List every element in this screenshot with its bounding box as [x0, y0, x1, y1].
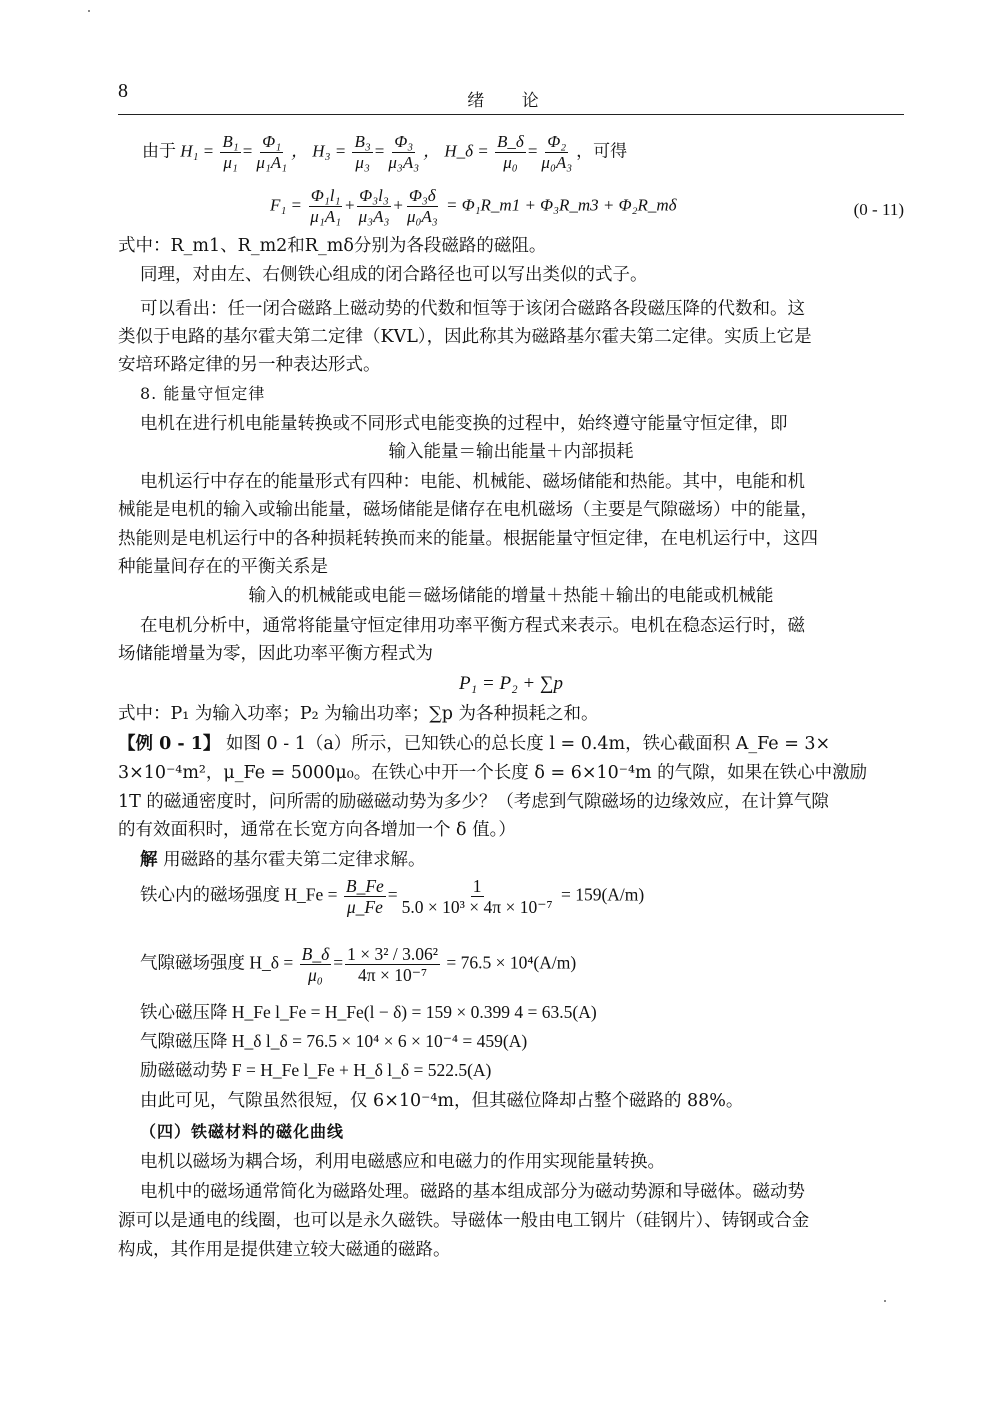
paragraph-line: 安培环路定律的另一种表达形式。 [118, 355, 381, 375]
fraction: $\frac{\text{B₃}}{\text{μ₃}}$ [354, 132, 371, 172]
h-relations-formula: 由于 H₁ = $\frac{\text{B₁}}{\text{μ₁}}$ = $\frac{\text{Φ₁}}{\text{μ₁A₁}}$ ， H₃ = $\frac{\text{B₃}}{\text{μ₃}}$ = $\frac{\text{Φ₃}}{\text{μ₃A₃}}$ ， H_δ = $\frac{B\_\delta}{\text{μ₀}}$ = $\frac{\text{Φ₂}}{\text{μ₀A₃}}$ ，可得 [142, 132, 628, 172]
paragraph-line: 式中：P₁ 为输入功率；P₂ 为输出功率；∑p 为各种损耗之和。 [118, 704, 599, 724]
fraction: $\frac{\text{Φ₃δ}}{\text{μ₀A₃}}$ [406, 186, 438, 226]
fraction: $\frac{B\_\delta}{\text{μ₀}}$ [301, 944, 330, 985]
paragraph-line: 构成，其作用是提供建立较大磁通的磁路。 [118, 1240, 451, 1260]
paragraph-line: 可以看出：任一闭合磁路上磁动势的代数和恒等于该闭合磁路各段磁压降的代数和。这 [140, 299, 805, 319]
paragraph-line: 种能量间存在的平衡关系是 [118, 557, 328, 577]
paragraph-line: 在电机分析中，通常将能量守恒定律用功率平衡方程式来表示。电机在稳态运行时，磁 [140, 616, 805, 636]
f1-rhs: = Φ₁R_m1 + Φ₃R_m3 + Φ₂R_mδ [445, 195, 677, 215]
gap-mmf-drop: 气隙磁压降 H_δ l_δ = 76.5 × 10⁴ × 6 × 10⁻⁴ = 459(A) [140, 1031, 528, 1051]
running-title: 绪 论 [467, 91, 555, 111]
paragraph-line: 电机中的磁场通常简化为磁路处理。磁路的基本组成部分为磁动势源和导磁体。磁动势 [140, 1182, 805, 1202]
fraction: $\frac{\text{Φ₂}}{\text{μ₀A₃}}$ [541, 132, 573, 172]
paragraph-line: 电机运行中存在的能量形式有四种：电能、机械能、磁场储能和热能。其中，电能和机 [140, 472, 805, 492]
fraction: $\frac{1}{\text{5.0 × 10³ × 4π × 10⁻⁷}}$ [401, 876, 553, 917]
power-equation: P₁ = P₂ + ∑p [458, 673, 564, 694]
formula-suffix: ，可得 [576, 141, 628, 161]
example-line [118, 732, 830, 756]
formula-prefix: 铁心内的磁场强度 H_Fe = [140, 884, 338, 905]
f1-lhs: F₁ = [270, 195, 303, 215]
hfe-formula: 铁心内的磁场强度 H_Fe = $\frac{B\_Fe}{\mu\_Fe}$ = $\frac{1}{\text{5.0 × 10³ × 4π × 10⁻⁷}}$ = 159(A/m) [140, 876, 645, 917]
section-heading: （四）铁磁材料的磁化曲线 [140, 1122, 345, 1141]
section-heading: 8. 能量守恒定律 [140, 384, 266, 403]
balance-equation: 输入的机械能或电能＝磁场储能的增量＋热能＋输出的电能或机械能 [248, 586, 774, 606]
paragraph-line: 电机以磁场为耦合场，利用电磁感应和电磁力的作用实现能量转换。 [140, 1152, 665, 1172]
paragraph-line: 类似于电路的基尔霍夫第二定律（KVL），因此称其为磁路基尔霍夫第二定律。实质上它是 [118, 327, 812, 347]
fraction: $\frac{B\_\delta}{\text{μ₀}}$ [497, 132, 524, 172]
hd-lhs: ， H_δ = [423, 141, 489, 161]
paragraph-line: 式中：R_m1、R_m2和R_mδ分别为各段磁路的磁阻。 [118, 236, 547, 256]
page-header [118, 78, 904, 115]
solution-line [140, 848, 426, 872]
formula-prefix: 气隙磁场强度 H_δ = [140, 952, 294, 973]
paragraph-line: 场储能增量为零，因此功率平衡方程式为 [118, 644, 433, 664]
energy-equation: 输入能量＝输出能量＋内部损耗 [388, 442, 634, 462]
fraction: $\frac{\text{1 × 3² / 3.06²}}{\text{4π × 10⁻⁷}}$ [347, 944, 438, 985]
example-line: 的有效面积时，通常在长宽方向各增加一个 δ 值。） [118, 820, 516, 840]
scan-speck [884, 1300, 886, 1302]
page-number: 8 [118, 80, 128, 102]
conclusion-line: 由此可见，气隙虽然很短，仅 6×10⁻⁴m，但其磁位降却占整个磁路的 88%。 [140, 1091, 744, 1111]
paragraph-line: 同理，对由左、右侧铁心组成的闭合路径也可以写出类似的式子。 [140, 265, 648, 285]
h1-lhs: H₁ = [180, 141, 215, 161]
solution-text: 用磁路的基尔霍夫第二定律求解。 [157, 850, 426, 870]
formula-prefix: 由于 [142, 141, 176, 161]
example-line: 1T 的磁通密度时，问所需的励磁磁动势为多少？（考虑到气隙磁场的边缘效应，在计算气隙 [118, 792, 829, 812]
fraction: $\frac{\text{Φ₃l₃}}{\text{μ₃A₃}}$ [358, 186, 390, 226]
paragraph-line: 热能则是电机运行中的各种损耗转换而来的能量。根据能量守恒定律，在电机运行中，这四 [118, 529, 818, 549]
excitation-mmf: 励磁磁动势 F = H_Fe l_Fe + H_δ l_δ = 522.5(A) [140, 1060, 492, 1080]
fraction: $\frac{\text{Φ₃}}{\text{μ₃A₃}}$ [388, 132, 420, 172]
example-line: 3×10⁻⁴m²，μ_Fe = 5000μ₀。在铁心中开一个长度 δ = 6×10⁻⁴m 的气隙，如果在铁心中激励 [118, 763, 868, 783]
formula-result: = 159(A/m) [560, 884, 645, 905]
fraction: $\frac{\text{B₁}}{\text{μ₁}}$ [222, 132, 239, 172]
fraction: $\frac{\text{Φ₁}}{\text{μ₁A₁}}$ [256, 132, 288, 172]
hdelta-formula: 气隙磁场强度 H_δ = $\frac{B\_\delta}{\text{μ₀}}$ = $\frac{\text{1 × 3² / 3.06²}}{\text{4π × 10⁻⁷}}$ = 76.5 × 10⁴(A/m) [140, 944, 577, 985]
formula-result: = 76.5 × 10⁴(A/m) [446, 952, 577, 973]
fraction: $\frac{B\_Fe}{\mu\_Fe}$ [345, 876, 384, 917]
equation-number: (0 - 11) [853, 200, 904, 219]
example-label: 【例 0 - 1】 [118, 734, 221, 754]
example-text: 如图 0 - 1（a）所示，已知铁心的总长度 l = 0.4m，铁心截面积 A_Fe = 3× [220, 734, 831, 754]
h3-lhs: ， H₃ = [291, 141, 347, 161]
paragraph-line: 电机在进行机电能量转换或不同形式电能变换的过程中，始终遵守能量守恒定律，即 [140, 414, 788, 434]
solution-label: 解 [140, 850, 158, 870]
paragraph-line: 械能是电机的输入或输出能量，磁场储能是储存在电机磁场（主要是气隙磁场）中的能量， [118, 500, 818, 520]
f1-equation: F₁ = $\frac{\text{Φ₁l₁}}{\text{μ₁A₁}}$ + $\frac{\text{Φ₃l₃}}{\text{μ₃A₃}}$ + $\frac{\text{Φ₃δ}}{\text{μ₀A₃}}$ = Φ₁R_m1 + Φ₃R_m3 + Φ₂R_mδ [270, 186, 677, 226]
fraction: $\frac{\text{Φ₁l₁}}{\text{μ₁A₁}}$ [310, 186, 342, 226]
scan-speck [88, 10, 90, 12]
iron-mmf-drop: 铁心磁压降 H_Fe l_Fe = H_Fe(l − δ) = 159 × 0.399 4 = 63.5(A) [140, 1002, 597, 1022]
paragraph-line: 源可以是通电的线圈，也可以是永久磁铁。导磁体一般由电工钢片（硅钢片）、铸钢或合金 [118, 1211, 810, 1231]
